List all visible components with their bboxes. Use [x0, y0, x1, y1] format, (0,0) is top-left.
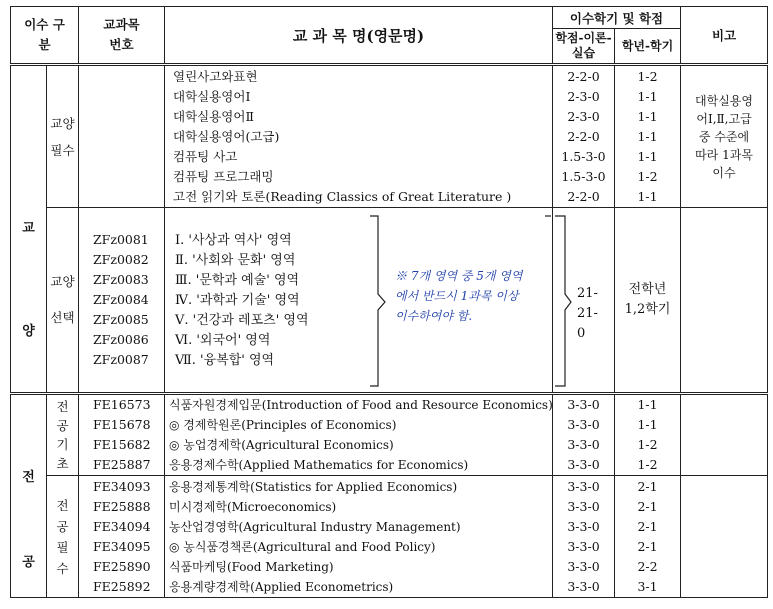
major-required-names — [165, 476, 553, 598]
gen-required-code-cell — [79, 65, 165, 208]
major-required-credits — [553, 476, 615, 598]
course-credit: 1.5-3-0 — [561, 148, 606, 164]
course-code: ZFz0081 — [93, 232, 149, 247]
major-basic-names — [165, 394, 553, 476]
course-credit: 3-3-0 — [567, 518, 600, 534]
course-credit: 3-3-0 — [567, 578, 600, 594]
gen-elective-term: 전학년 1,2학기 — [615, 208, 681, 394]
course-term: 1-1 — [637, 148, 658, 164]
course-code: ZFz0085 — [93, 312, 149, 327]
course-name: 대학실용영어Ⅰ — [173, 88, 251, 104]
course-credit: 2-2-0 — [567, 128, 600, 144]
course-credit: 1.5-3-0 — [561, 168, 606, 184]
course-term: 1-2 — [637, 68, 658, 84]
course-term: 2-1 — [637, 478, 658, 494]
curriculum-table — [10, 6, 768, 598]
course-name: 대학실용영어Ⅱ — [173, 108, 254, 124]
major-section-cell — [11, 394, 47, 598]
area-item: Ⅱ. '사회와 문화' 영역 — [175, 253, 296, 268]
area-item: Ⅶ. '융복합' 영역 — [175, 353, 275, 368]
gen-required-terms — [615, 65, 681, 208]
course-code: FE25888 — [93, 498, 151, 514]
course-credit: 3-3-0 — [567, 397, 600, 412]
elective-credit: 21-21- 0 — [577, 286, 598, 341]
course-term: 2-1 — [637, 498, 658, 514]
course-name: ◎ 농식품경책론(Agricultural and Food Policy) — [169, 539, 436, 554]
course-code: FE25890 — [93, 558, 151, 574]
course-credit: 3-3-0 — [567, 538, 600, 554]
course-term: 1-1 — [637, 188, 658, 204]
major-required-codes — [79, 476, 165, 598]
gen-required-names — [165, 65, 553, 208]
course-term: 1-2 — [637, 457, 658, 472]
course-name: 대학실용영어(고급) — [173, 128, 280, 144]
course-name: 응용계량경제학(Applied Econometrics) — [169, 579, 394, 594]
gen-elective-credit-cell — [553, 208, 615, 394]
header-semester-credit: 이수학기 및 학점 — [553, 7, 681, 29]
course-credit: 3-3-0 — [567, 498, 600, 514]
course-name: 식품마케팅(Food Marketing) — [169, 559, 334, 574]
course-name: 미시경제학(Microeconomics) — [169, 499, 337, 514]
gen-elective-label: 교양 선택 — [47, 208, 79, 394]
course-name: 응용경제수학(Applied Mathematics for Economics) — [169, 458, 469, 472]
course-code: FE34095 — [93, 538, 151, 554]
course-credit: 3-3-0 — [567, 478, 600, 494]
major-basic-label: 전 공 기 초 — [47, 394, 79, 476]
course-code: FE34093 — [93, 478, 151, 494]
course-code: FE15678 — [93, 417, 151, 432]
course-term: 1-1 — [637, 397, 658, 412]
course-credit: 2-3-0 — [567, 88, 600, 104]
major-basic-codes — [79, 394, 165, 476]
course-code: FE25892 — [93, 578, 151, 594]
course-name: ◎ 경제학원론(Principles of Economics) — [169, 418, 397, 432]
course-name: 열린사고와표현 — [173, 68, 258, 84]
course-code: ZFz0087 — [93, 352, 149, 367]
course-code: ZFz0086 — [93, 332, 149, 347]
course-code: ZFz0083 — [93, 272, 149, 287]
course-credit: 2-2-0 — [567, 188, 600, 204]
major-char-1: 전 — [22, 470, 35, 485]
header-code: 교과목 번호 — [79, 7, 165, 65]
gen-required-remark: 대학실용영 어Ⅰ,Ⅱ,고급 중 수준에 따라 1과목 이수 — [681, 65, 768, 208]
course-code: ZFz0084 — [93, 292, 149, 307]
major-basic-credits — [553, 394, 615, 476]
area-item: Ⅰ. '사상과 역사' 영역 — [175, 233, 292, 248]
course-term: 1-1 — [637, 417, 658, 432]
course-term: 1-1 — [637, 108, 658, 124]
elective-note: ※ 7개 영역 중 5개 영역 에서 반드시 1과목 이상 이수하여야 함. — [395, 269, 523, 323]
course-name: 농산업경영학(Agricultural Industry Management) — [169, 519, 461, 534]
gen-elective-remark — [681, 208, 768, 394]
course-credit: 3-3-0 — [567, 437, 600, 452]
gen-elective-areas-cell — [165, 208, 553, 394]
course-credit: 2-2-0 — [567, 68, 600, 84]
course-credit: 2-3-0 — [567, 108, 600, 124]
major-required-terms — [615, 476, 681, 598]
area-item: Ⅴ. '건강과 레포츠' 영역 — [175, 313, 309, 328]
course-term: 1-2 — [637, 168, 658, 184]
header-course-name: 교 과 목 명(영문명) — [165, 7, 553, 65]
course-name: 컴퓨팅 사고 — [173, 148, 238, 164]
course-term: 1-1 — [637, 128, 658, 144]
course-name: 응용경제통계학(Statistics for Applied Economics) — [169, 479, 458, 494]
major-basic-terms — [615, 394, 681, 476]
header-credit-detail: 학점-이론-실습 — [553, 29, 615, 65]
course-term: 2-2 — [637, 558, 658, 574]
major-required-remark — [681, 476, 768, 598]
course-code: FE34094 — [93, 518, 151, 534]
course-name: ◎ 농업경제학(Agricultural Economics) — [169, 438, 394, 452]
general-section-cell — [11, 65, 47, 394]
header-category: 이수 구분 — [11, 7, 79, 65]
general-char-1: 교 — [22, 221, 35, 236]
course-term: 2-1 — [637, 518, 658, 534]
gen-elective-codes — [79, 208, 165, 394]
header-remark: 비고 — [681, 7, 768, 65]
header-year-semester: 학년-학기 — [615, 29, 681, 65]
course-name: 고전 읽기와 토론(Reading Classics of Great Literature ) — [173, 188, 512, 204]
course-code: FE16573 — [93, 397, 151, 412]
gen-required-credits — [553, 65, 615, 208]
major-required-label: 전 공 필 수 — [47, 476, 79, 598]
area-item: Ⅳ. '과학과 기술' 영역 — [175, 293, 300, 308]
course-credit: 3-3-0 — [567, 417, 600, 432]
gen-required-label: 교양 필수 — [47, 65, 79, 208]
course-term: 3-1 — [637, 578, 658, 594]
area-item: Ⅲ. '문학과 예술' 영역 — [175, 273, 300, 288]
course-code: FE15682 — [93, 437, 151, 452]
area-item: Ⅵ. '외국어' 영역 — [175, 333, 271, 348]
course-credit: 3-3-0 — [567, 457, 600, 472]
course-code: FE25887 — [93, 457, 151, 472]
general-char-2: 양 — [22, 324, 35, 339]
major-basic-remark — [681, 394, 768, 476]
course-term: 1-1 — [637, 88, 658, 104]
course-code: ZFz0082 — [93, 252, 149, 267]
course-credit: 3-3-0 — [567, 558, 600, 574]
course-name: 컴퓨팅 프로그래밍 — [173, 168, 274, 184]
course-name: 식품자원경제입문(Introduction of Food and Resource Economics) — [169, 398, 553, 412]
course-term: 2-1 — [637, 538, 658, 554]
course-term: 1-2 — [637, 437, 658, 452]
major-char-2: 공 — [22, 555, 35, 570]
